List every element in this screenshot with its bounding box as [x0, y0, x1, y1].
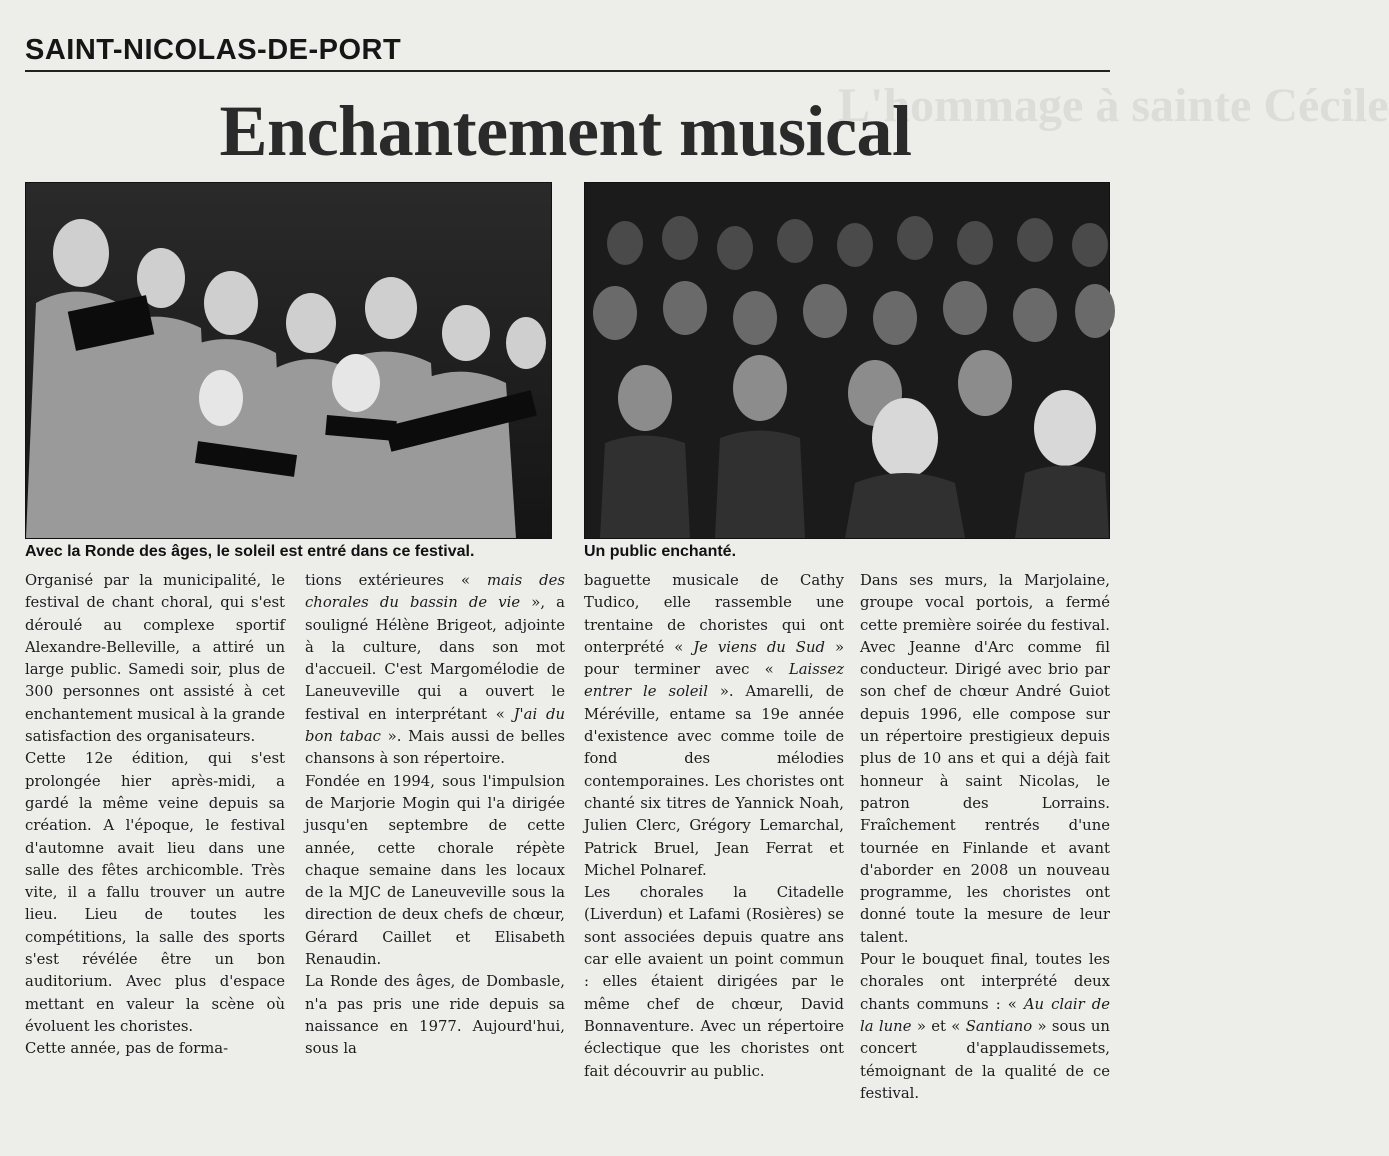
paragraph: Organisé par la municipalité, le festival de chant choral, qui s'est déroulé au complexe sportif Alexandre-Belleville, a attiré un large public. Samedi soir, plus de 300 personnes ont assisté à cet enchantement musical à la grande satisfaction des organisateurs. [25, 572, 285, 746]
section-label: SAINT-NICOLAS-DE-PORT [25, 34, 402, 66]
article-column-2 [305, 570, 565, 1156]
audience-photo-caption: Un public enchanté. [584, 543, 737, 560]
paragraph: Cette 12e édition, qui s'est prolongée hier après-midi, a gardé la même veine depuis sa création. A l'époque, le festival d'automne avait lieu dans une salle des fêtes archicomble. Très vite, il a fallu trouver un autre lieu. Lieu de toutes les compétitions, la salle des sports s'est révélée être un bon auditorium. Avec plus d'espace mettant en valeur la scène où évoluent les choristes. [25, 750, 285, 1035]
bleed-through-headline: L'hommage à sainte Cécile [838, 79, 1389, 132]
headline: Enchantement musical [219, 91, 912, 171]
paragraph: baguette musicale de Cathy Tudico, elle rassemble une trentaine de choristes qui ont onterprété « Je viens du Sud » pour terminer avec « Laissez entrer le soleil ». Amarelli, de Méréville, entame sa 19e année d'existence avec comme toile de fond des mélodies contemporaines. Les choristes ont chanté six titres de Yannick Noah, Julien Clerc, Grégory Lemarchal, Patrick Bruel, Jean Ferrat et Michel Polnaref. [584, 572, 844, 879]
header-rule [25, 70, 1110, 72]
article-column-1 [25, 570, 285, 1156]
choir-photo-caption: Avec la Ronde des âges, le soleil est entré dans ce festival. [25, 543, 475, 560]
paragraph: Fondée en 1994, sous l'impulsion de Marjorie Mogin qui l'a dirigée jusqu'en septembre de cette année, cette chorale répète chaque semaine dans les locaux de la MJC de Laneuveville sous la direction de deux chefs de chœur, Gérard Caillet et Elisabeth Renaudin. [305, 772, 565, 969]
article-column-4 [860, 570, 1110, 1156]
paragraph: Pour le bouquet final, toutes les chorales ont interprété deux chants communs : « Au clair de la lune » et « Santiano » sous un concert d'applaudissemets, témoignant de la qualité de ce festival. [860, 951, 1110, 1102]
paragraph: tions extérieures « mais des chorales du bassin de vie », a souligné Hélène Brigeot, adjointe à la culture, dans son mot d'accueil. C'est Margomélodie de Laneuveville qui a ouvert le festival en interprétant « J'ai du bon tabac ». Mais aussi de belles chansons à son répertoire. [305, 572, 565, 768]
article-column-3 [584, 570, 844, 1156]
paragraph: Les chorales la Citadelle (Liverdun) et Lafami (Rosières) se sont associées depuis quatre ans car elle avaient un point commun : elles étaient dirigées par le même chef de chœur, David Bonnaventure. Avec un répertoire éclectique que les choristes ont fait découvrir au public. [584, 884, 844, 1080]
paragraph: Cette année, pas de forma- [25, 1040, 229, 1058]
paragraph: La Ronde des âges, de Dombasle, n'a pas pris une ride depuis sa naissance en 1977. Aujourd'hui, sous la [305, 973, 565, 1058]
paragraph: Dans ses murs, la Marjolaine, groupe vocal portois, a fermé cette première soirée du festival. Avec Jeanne d'Arc comme fil conducteur. Dirigé avec brio par son chef de chœur André Guiot depuis 1996, elle compose sur un répertoire prestigieux depuis plus de 10 ans et qui a déjà fait honneur à saint Nicolas, le patron des Lorrains. Fraîchement rentrés d'une tournée en Finlande et avant d'aborder en 2008 un nouveau programme, les choristes ont donné toute la mesure de leur talent. [860, 572, 1110, 946]
choir-photo [25, 182, 552, 539]
audience-photo [584, 182, 1110, 539]
